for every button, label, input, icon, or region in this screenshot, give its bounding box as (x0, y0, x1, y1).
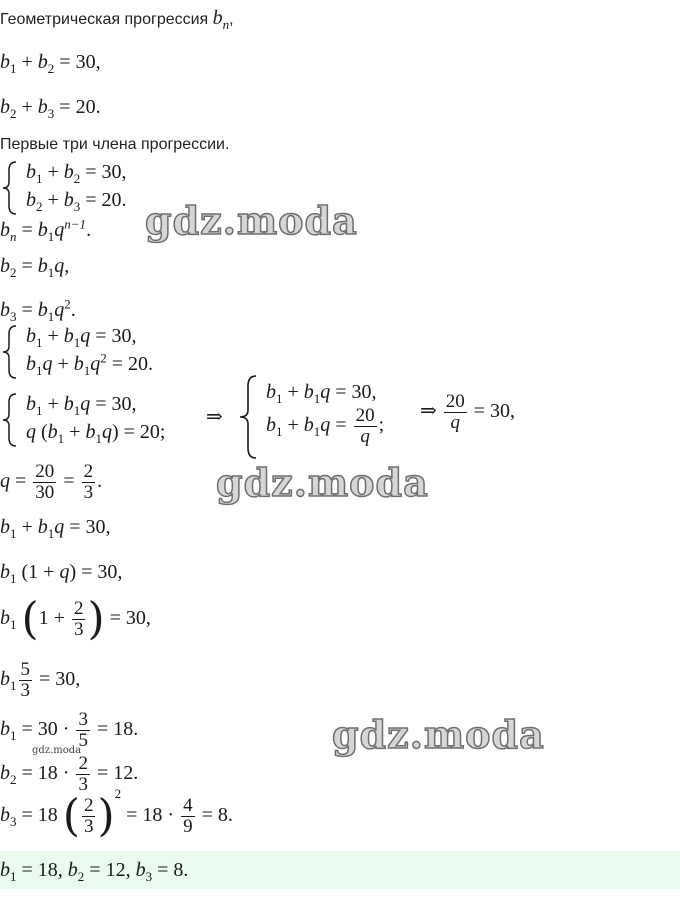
formula-b3: $b_3 = b_1q^2$. (0, 296, 76, 324)
brace-icon (0, 324, 24, 380)
brace-icon (236, 374, 264, 460)
equation-b1-b2: $b_1 + b_2 = 30$, (0, 51, 101, 76)
q-value: q = $\frac{20}{30}$ = $\frac{2}{3}$ . (0, 461, 103, 503)
watermark-2: gdz.moda (216, 460, 429, 505)
intro-text: Геометрическая прогрессия (0, 11, 209, 28)
equation-b1-factor: $b_1$ (1 + q) = 30, (0, 561, 123, 586)
fraction-20-over-q: $\frac{20}{q}$ (355, 405, 375, 447)
formula-bn: $b_n = b_1q^{n-1}$. (0, 216, 92, 244)
final-answer: $b_1 = 18$, $b_2 = 12$, $b_3 = 8$. (0, 859, 189, 884)
subtitle: Первые три члена прогрессии. (0, 136, 230, 153)
brace-icon (0, 392, 24, 448)
brace-icon (0, 160, 24, 216)
watermark-3: gdz.moda (332, 712, 545, 757)
intro-var: $b_n$ (212, 7, 230, 32)
result-b1: $b_1 = 30$ · $\frac{3}{5}$ = 18. (0, 709, 139, 751)
equation-b1-b1q: $b_1 + b_1q = 30$, (0, 516, 111, 541)
equation-b1-53: $b_1$ $\frac{5}{3}$ = 30, (0, 659, 81, 701)
intro-line: Геометрическая прогрессия $b_n$, (0, 7, 234, 32)
implies-20q-30: ⇒ $\frac{20}{q}$ = 30, (420, 391, 516, 433)
watermark-small: gdz.moda (32, 745, 82, 756)
watermark-1: gdz.moda (145, 198, 358, 243)
result-b3: $b_3 = 18$ ( $\frac{2}{3}$ )$^2$ = 18 · $\frac{4}{9}$ = 8. (0, 786, 233, 842)
fraction-20-over-q-2: $\frac{20}{q}$ (445, 391, 465, 433)
implies-arrow-1: ⇒ (206, 406, 223, 428)
equation-b1-sub: $b_1$ (1 + $\frac{2}{3}$ ) = 30, (0, 593, 151, 645)
equation-b2-b3: $b_2 + b_3 = 20$. (0, 96, 101, 121)
result-b2: $b_2 = 18$ · $\frac{2}{3}$ = 12. (0, 753, 139, 795)
formula-b2: $b_2 = b_1q$, (0, 255, 70, 280)
